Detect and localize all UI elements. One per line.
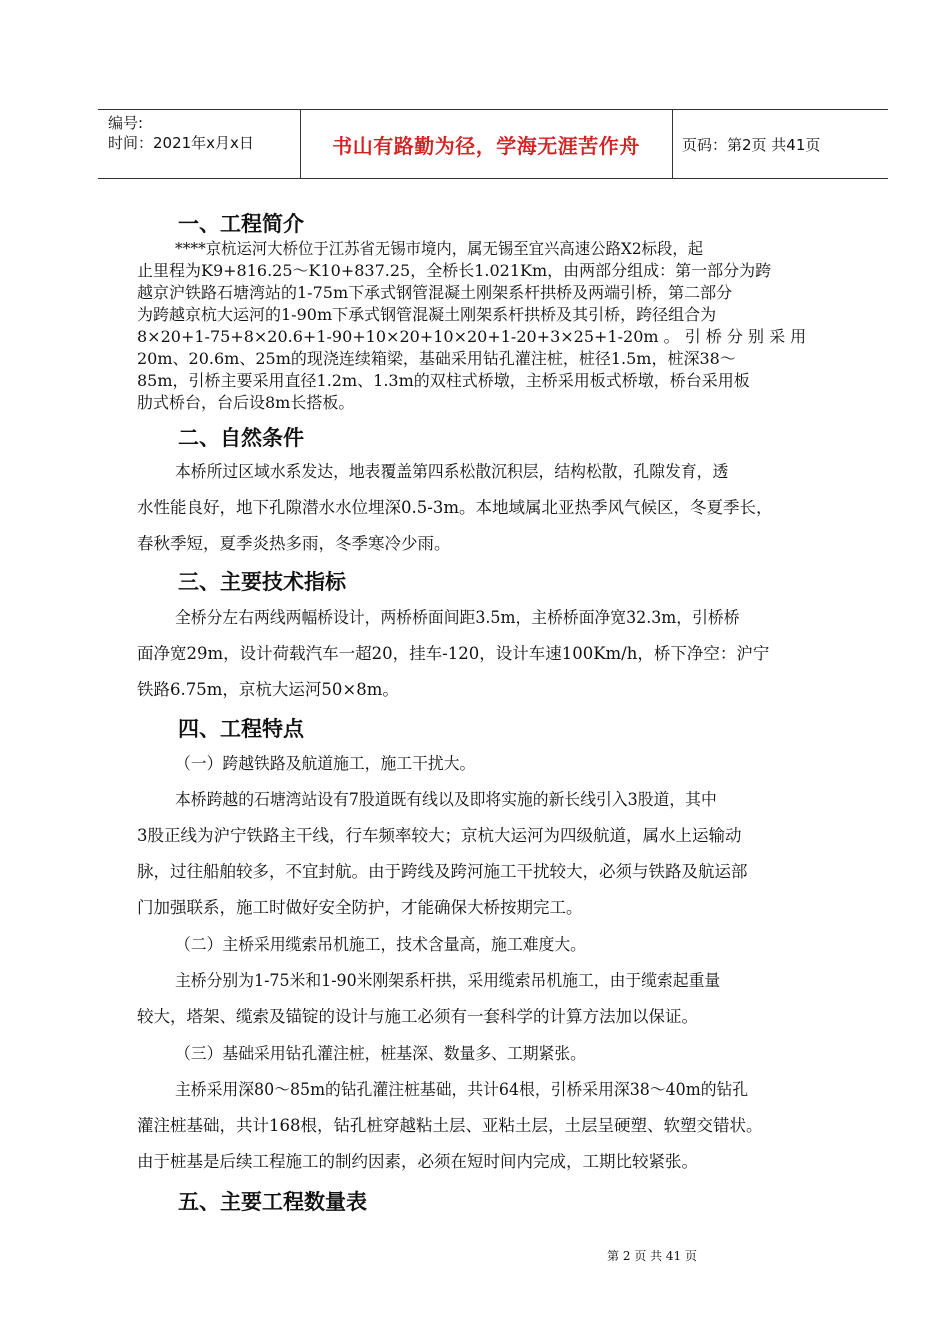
paragraph-line: 由于桩基是后续工程施工的制约因素，必须在短时间内完成，工期比较紧张。 (137, 1152, 698, 1171)
paragraph-line: 铁路6.75m，京杭大运河50×8m。 (137, 680, 399, 699)
paragraph-line: 春秋季短，夏季炎热多雨，冬季寒冷少雨。 (137, 534, 451, 553)
paragraph-line: 全桥分左右两线两幅桥设计，两桥桥面间距3.5m，主桥桥面净宽32.3m，引桥桥 (175, 608, 740, 627)
paragraph-line: 较大，塔架、缆索及锚锭的设计与施工必须有一套科学的计算方法加以保证。 (137, 1007, 698, 1026)
paragraph-line: 面净宽29m，设计荷载汽车一超20，挂车-120，设计车速100Km/h，桥下净空：沪宁 (137, 644, 770, 663)
section-heading: 一、工程简介 (178, 212, 304, 236)
paragraph-line: 为跨越京杭大运河的1-90m下承式钢管混凝土刚架系杆拱桥及其引桥，跨径组合为 (137, 305, 717, 324)
motto: 书山有路勤为径，学海无涯苦作舟 (332, 134, 640, 158)
paragraph-line: 3股正线为沪宁铁路主干线，行车频率较大；京杭大运河为四级航道，属水上运输动 (137, 826, 742, 845)
paragraph-line: 越京沪铁路石塘湾站的1-75m下承式钢管混凝土刚架系杆拱桥及两端引桥，第二部分 (137, 283, 733, 302)
number-label: 编号: (108, 114, 144, 132)
paragraph-line: 8×20+1-75+8×20.6+1-90+10×20+10×20+1-20+3×25+1-20m 。 引 桥 分 别 采 用 (137, 327, 807, 346)
header-page-cell (672, 110, 888, 178)
paragraph-line: 肋式桥台，台后设8m长搭板。 (137, 393, 355, 412)
paragraph-line: 灌注桩基础，共计168根，钻孔桩穿越粘土层、亚粘土层，土层呈硬塑、软塑交错状。 (137, 1116, 763, 1135)
header-motto-cell (300, 110, 673, 178)
paragraph-line: 脉，过往船舶较多，不宜封航。由于跨线及跨河施工干扰较大，必须与铁路及航运部 (137, 862, 748, 881)
paragraph-line: 20m、20.6m、25m的现浇连续箱梁，基础采用钻孔灌注桩，桩径1.5m，桩深38～ (137, 349, 736, 368)
subheading: （三）基础采用钻孔灌注桩，桩基深、数量多、工期紧张。 (175, 1044, 586, 1063)
paragraph-line: 止里程为K9+816.25～K10+837.25，全桥长1.021Km，由两部分组成：第一部分为跨 (137, 261, 772, 280)
subheading: （二）主桥采用缆索吊机施工，技术含量高，施工难度大。 (175, 935, 586, 954)
header-left-cell (98, 110, 301, 178)
paragraph-line: 水性能良好，地下孔隙潜水水位埋深0.5-3m。本地域属北亚热季风气候区，冬夏季长， (137, 498, 773, 517)
time-label: 时间：2021年x月x日 (108, 134, 254, 152)
section-heading: 五、主要工程数量表 (178, 1190, 367, 1214)
document-header-table (98, 109, 888, 179)
page-footer: 第 2 页 共 41 页 (607, 1249, 697, 1263)
section-heading: 四、工程特点 (178, 717, 304, 741)
paragraph-line: 85m，引桥主要采用直径1.2m、1.3m的双柱式桥墩，主桥采用板式桥墩，桥台采用板 (137, 371, 750, 390)
paragraph-line: 主桥分别为1-75米和1-90米刚架系杆拱，采用缆索吊机施工，由于缆索起重量 (175, 971, 721, 990)
paragraph-line: ****京杭运河大桥位于江苏省无锡市境内，属无锡至宜兴高速公路X2标段，起 (175, 239, 704, 258)
paragraph-line: 门加强联系，施工时做好安全防护，才能确保大桥按期完工。 (137, 898, 583, 917)
section-heading: 二、自然条件 (178, 426, 304, 450)
paragraph-line: 本桥跨越的石塘湾站设有7股道既有线以及即将实施的新长线引入3股道，其中 (175, 790, 717, 809)
subheading: （一）跨越铁路及航道施工，施工干扰大。 (175, 754, 476, 773)
section-heading: 三、主要技术指标 (178, 570, 346, 594)
paragraph-line: 本桥所过区域水系发达，地表覆盖第四系松散沉积层，结构松散，孔隙发育，透 (175, 462, 729, 481)
page-code: 页码：第2页 共41页 (682, 136, 821, 154)
paragraph-line: 主桥采用深80～85m的钻孔灌注桩基础，共计64根，引桥采用深38～40m的钻孔 (175, 1080, 749, 1099)
